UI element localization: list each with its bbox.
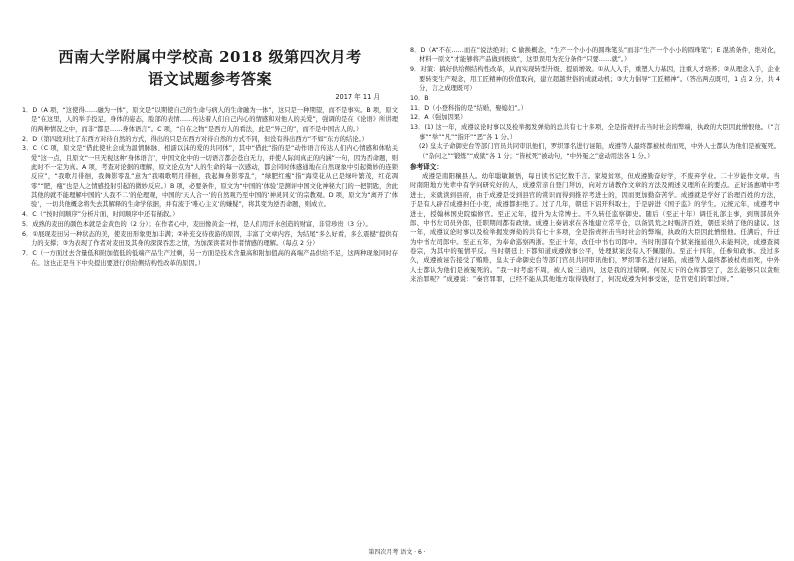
page-subtitle: 语文试题参考答案 bbox=[147, 70, 272, 88]
reference-translation-heading: 参考译文： bbox=[410, 163, 443, 172]
answer-item: 9．对策：搞好供给侧结构性改革，从而实现转型升级、提质增效。①从人入手，重塑人力基因，注重人才培养；②从理念入手，企业要转变生产观念，用工匠精神的价值取向，建立超越世俗的成就动机；③大力倡导“工匠精神”。（答出两点既可，1 点 2 分，共 4 分，言之成理既可） bbox=[410, 66, 780, 92]
answer-item: 4．C（“按时间顺序”分析片面，时间顺序中还有插叙。） bbox=[22, 211, 179, 219]
page-title: 西南大学附属中学校高 2018 级第四次月考 bbox=[58, 48, 362, 66]
answer-item: 5．成熟的麦田的颜色本就是金黄色的（2 分）；在作者心中，麦田像黄金一样，是人们用汗水创造的财富，非常珍贵（3 分）。 bbox=[22, 221, 372, 229]
reference-translation-text: 成遵是南阳穰县人。幼年聪敏颖悟，每日读书记忆数千言。家境贫寒，但成遵勤奋好学，不废弃学业。二十岁能作文章。当时南阳地方先辈中有学问研究好的人，成遵常亲自登门拜访，向对方请教作文章的方法及阐述义理所在的要点。正好汤惠晴中考进士，来就读到县府，由于成遵是受到县官的赏识而得到推荐考进士的，因而更加勤奋苦学。成遵就是学好了治理百姓的方法，于是有人辟召成遵担任小吏，成遵都拒绝了。过了几年，朝廷下诏开科取士，于是辟进《国子监》的学生。元统元年，成遵考中进士，授翰林国史院编修官。至正元年，提升为太常博士。不久转任监察御史。随后（至正十年）调任礼部主事，到刑部员外郎、中书左司员外郎，任职期间都有政绩。成遵上奏请求在各地建立常平仓，以备饥荒之时赈济百姓，朝廷采纳了他的建议。这一年，成遵议论时事以及检举揭发弹劾的共有七十多项，全是指责抨击当时社会的弊端，执政的大臣因此憎恨他。任满后，升迁为中书左司郎中。至正五年，为奉命巡察两浙。至正十年，改任中书右司郎中。当时刑部有个狱案拖延很久未能判决，成遵查阅卷宗，为其中的冤情平反。当时朝廷上下都知道成遵做事公平，处理狱案没有人不佩服的。至正十四年，任参知政事。没过多久，成遵被诬告接受了贿赂，皇太子命御史台等部门官员共同审讯他们，罗织罪名进行诬陷，成遵等人最终都被杖责而死，中外人士都认为他们是被冤死的。“我一时考虑不周，被人说三道四，这是我的过错啊。何况天下的仓库都空了，怎么能够只以贪赃来治罪呢？”成遵说：“秦官罪罪，已经不能从其他地方取得钱财了，何况成遵为何事受诬，是官吏们的罪过呀。” bbox=[410, 172, 780, 283]
answer-item: 12．A（强加因果） bbox=[410, 114, 467, 122]
answer-item: 8．D（A“不在……而在”说法绝对；C 偷换概念，“生产一个小小的圆珠笔头”而非“生产一个小小的圆珠笔”；E 混淆条件，绝对化，材料一原文“才能够将产品做到极致”，这里误用为充分条件“只要……就”。） bbox=[410, 47, 780, 64]
left-column bbox=[22, 46, 398, 268]
page-footer: 第四次月考 语文 · 6 · bbox=[368, 549, 426, 556]
answer-item: 7．C（一方面过去含量低和附加值低的低端产品生产过剩，另一方面是技术含量高和附加值高的高端产品供给不足，这两种现象同时存在。这也正是当下中央提出要进行供给侧结构性改革的原因。） bbox=[22, 250, 398, 267]
answer-item: 10．B bbox=[410, 94, 429, 102]
answer-item: 1．D（A 项，“这使得……融为一体”，原文是“以期使自己的生命与病人的生命融为一体”，这只是一种期望，而不是事实。B 项，原文是“在这里，人的举手投足，身体的姿态，脸部的表情……传达着人们自己内心的情感和对他人的关爱”，强调的是在《论语》所讲理的两种情况之中，而非“都是……身体语言”。C 项，“自在之物”是西方人的看法，此是“异己的”，而不是中国古人的。） bbox=[22, 107, 398, 133]
answer-item: 11．D（小登科指的是“结婚，娶媳妇”。） bbox=[410, 104, 527, 112]
answer-item: 6．①展现麦田另一种状态的美，使麦田形象更加丰满；②补充交待夜游的原因，丰富了文章内容，为结尾“多么好看，多么震撼”提供有力的支撑；③为表现了作者对麦田及其身的深深吞恋之情，为加深读者对作者情感的理解。（每点 2 分） bbox=[22, 230, 398, 248]
right-column bbox=[410, 46, 780, 284]
exam-date: 2017 年 11 月 bbox=[335, 93, 380, 101]
answer-item: 3．C（C 项，原文是“借此使社会成为温情脉脉、相濡以沫的爱的共同体”，其中“借此”指的是“动作语言传达人们内心情感和体贴关爱”这一点，且原文“一旦无视这种‘身体语言’，中国文化中的一切语言都会苍白无力，并使人际间真正的内涵”一句，因为否命题，则此时不一定为真。A 项，考查对论据的理解，原文论点为“人的生命的每一次感动，都会同时体感通地在自然现象中引起微妙的连锁反应”，“我歌月徘徊，我舞影零乱”意为“我唱歌明月徘徊，我起舞身影零乱”，“绿肥红瘦”指“海棠花从已是绿叶繁茂，红花凋零”“肥，瘦”也是人之情感投射引起的微妙反应。）B 项，必要条件，原文为“中国的‘体验’是测评中国文化神秘大门的一把钥匙，舍此其他的就不能理解中国的‘人我不二’的伦理观，中国的‘天人合一’的自然观乃至中国的‘神灵同义’的宗教观。D 项，原文为“离开了‘体验’，一切共他概念将失去其解释的生命学依据，并有流于‘唯心主义’的嫌疑”，将其变为逆否命题，则成立。 bbox=[22, 145, 398, 209]
answer-item: 13．(1) 这一年，成遵议论时事以及检举揭发弹劾的总共有七十多项，全是指责抨击当时社会的弊端，执政的大臣因此憎恨他。（“言事”“举”“凡”“指讦”“恶”各 1 分。） bbox=[410, 124, 780, 141]
answer-subitem: (2) 皇太子命御史台等部门官员共同审讯他们，罗织罪名进行诬陷，成遵等人最终都被杖责而死，中外人士都认为他们是被冤死。（“杂问之”“锻炼”“成狱”各 1 分；“皆杖死”被动句，“中外冤之”意动用法各 1 分。） bbox=[419, 143, 780, 160]
answer-item: 2．D（第四段对比了东西方对待自然的方式，得出的只是东西方对待自然的方式不同，但没有得出西方“不如”东方的结论。） bbox=[22, 135, 368, 143]
